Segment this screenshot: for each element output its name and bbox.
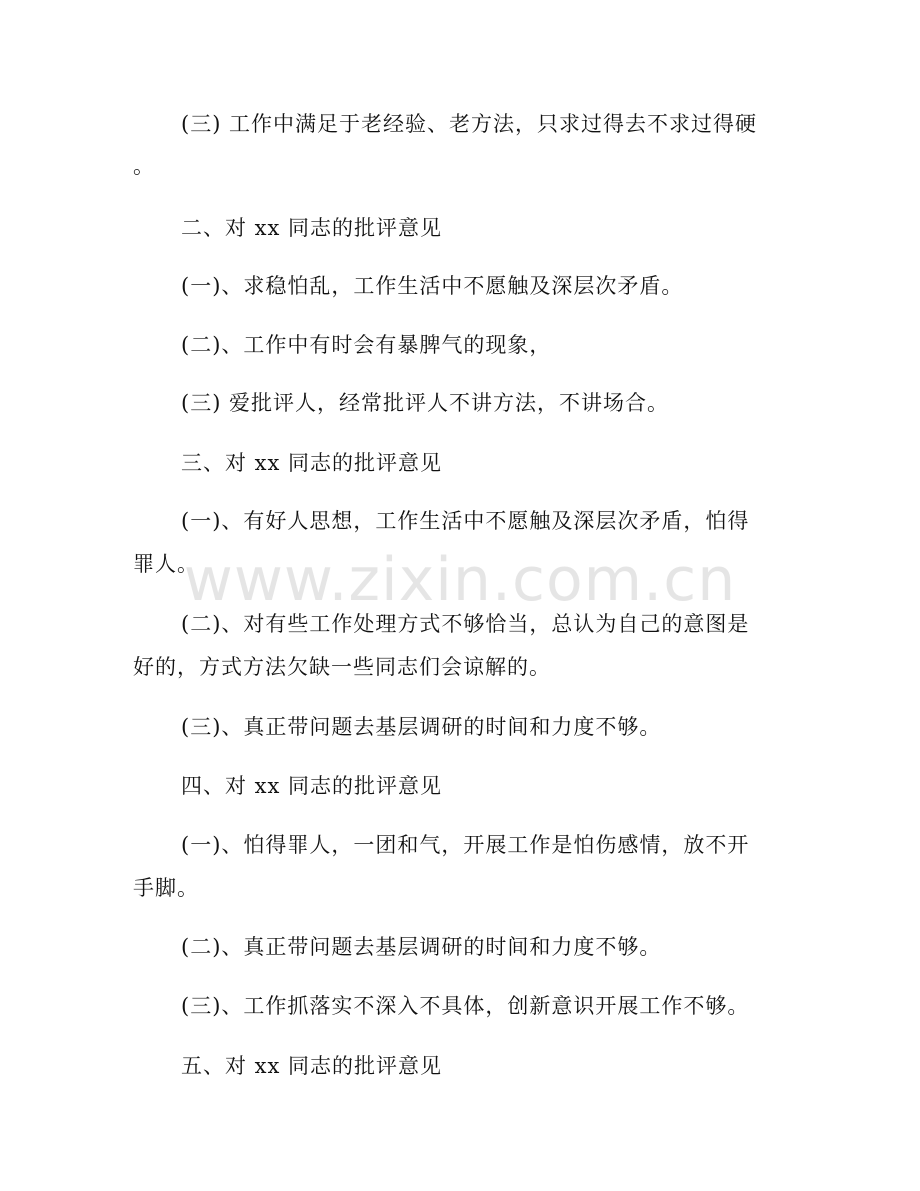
paragraph-line: (二)、真正带问题去基层调研的时间和力度不够。 — [181, 935, 662, 959]
section-heading: 四、对 xx 同志的批评意见 — [181, 774, 443, 798]
paragraph-line: 好的，方式方法欠缺一些同志们会谅解的。 — [133, 655, 551, 679]
paragraph-line: (三) 爱批评人，经常批评人不讲方法，不讲场合。 — [181, 391, 670, 415]
section-heading: 三、对 xx 同志的批评意见 — [181, 451, 443, 475]
section-heading: 二、对 xx 同志的批评意见 — [181, 216, 443, 240]
paragraph-line: (三) 工作中满足于老经验、老方法，只求过得去不求过得硬 — [181, 112, 758, 136]
paragraph-line: (三)、真正带问题去基层调研的时间和力度不够。 — [181, 715, 662, 739]
paragraph-line: (二)、工作中有时会有暴脾气的现象， — [181, 333, 552, 357]
paragraph-line: (二)、对有些工作处理方式不够恰当，总认为自己的意图是 — [181, 612, 750, 636]
section-heading: 五、对 xx 同志的批评意见 — [181, 1054, 443, 1078]
paragraph-line: (一)、求稳怕乱，工作生活中不愿触及深层次矛盾。 — [181, 274, 684, 298]
paragraph-line: 。 — [133, 154, 155, 178]
paragraph-line: (一)、怕得罪人，一团和气，开展工作是怕伤感情，放不开 — [181, 833, 750, 857]
paragraph-line: (一)、有好人思想，工作生活中不愿触及深层次矛盾，怕得 — [181, 509, 750, 533]
watermark: www.zixin.com.cn — [183, 545, 737, 615]
paragraph-line: 手脚。 — [133, 876, 199, 900]
paragraph-line: 罪人。 — [133, 552, 199, 576]
paragraph-line: (三)、工作抓落实不深入不具体，创新意识开展工作不够。 — [181, 994, 750, 1018]
